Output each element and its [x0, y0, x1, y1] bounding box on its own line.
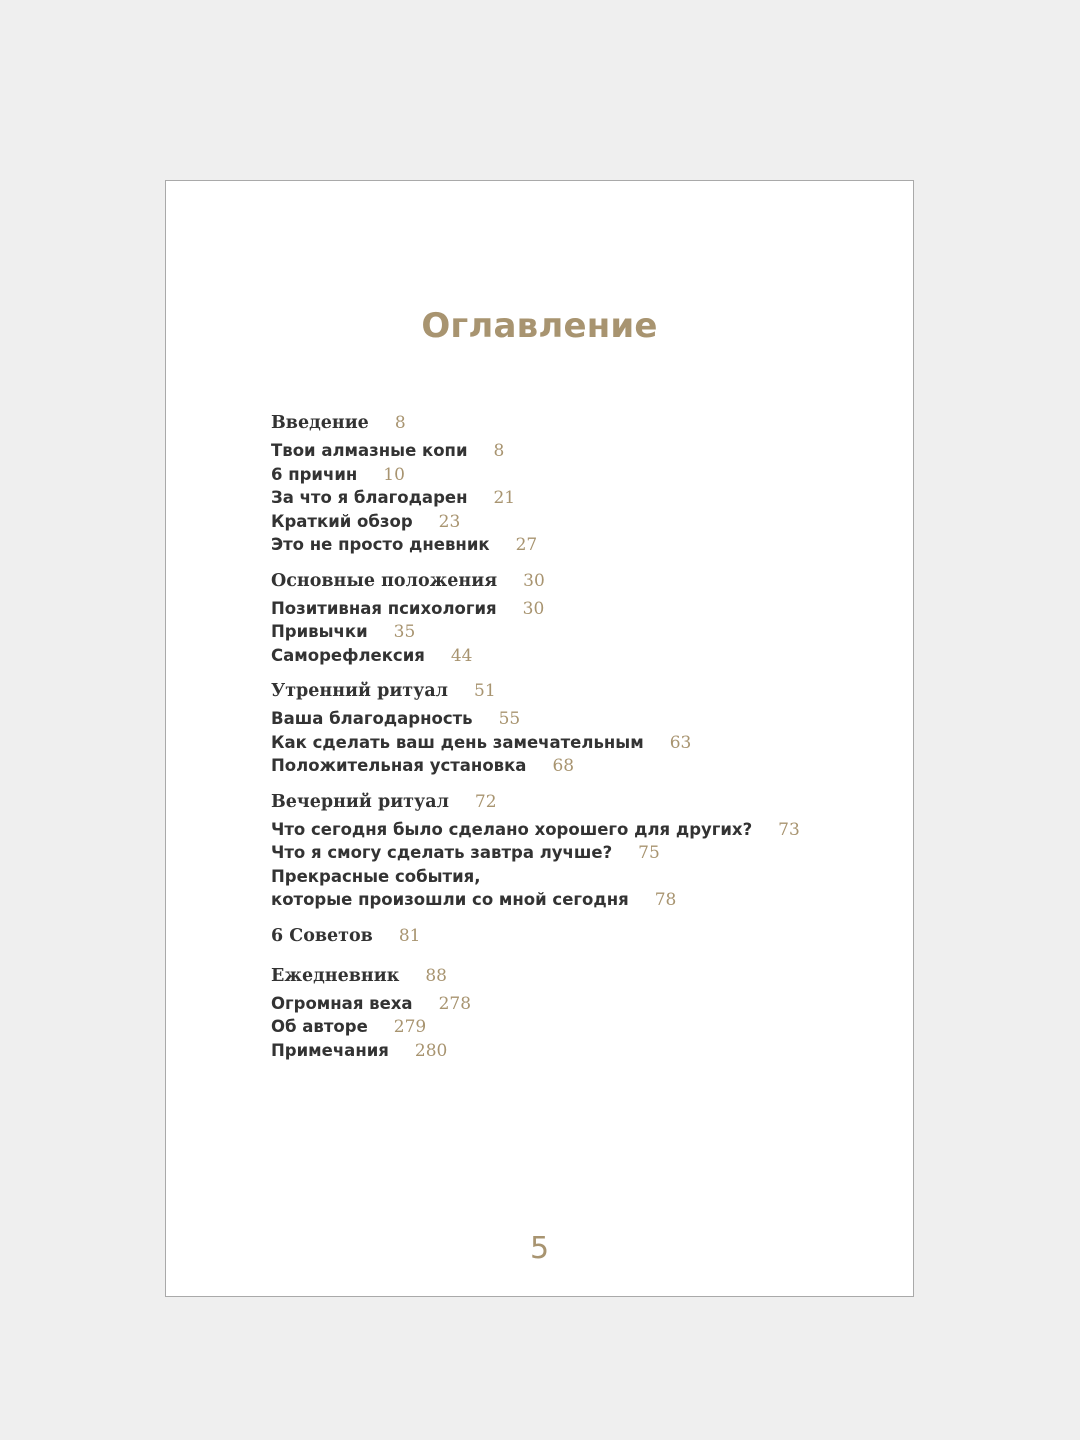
toc-entry[interactable]: [271, 994, 871, 1018]
toc-section: [271, 966, 871, 1065]
toc-entry-title: Привычки: [271, 622, 368, 641]
toc-entry[interactable]: [271, 867, 871, 891]
toc-entry-page-number: 27: [515, 535, 538, 555]
toc-entry[interactable]: [271, 488, 871, 512]
toc-entry[interactable]: [271, 622, 871, 646]
toc-entry-page-number: 75: [638, 843, 660, 863]
toc-entry-page-number: 78: [654, 890, 677, 910]
toc-entry[interactable]: [271, 709, 871, 733]
toc-section: [271, 926, 871, 954]
toc-entry[interactable]: [271, 535, 871, 559]
toc-entry-title: Об авторе: [271, 1017, 368, 1036]
toc-heading-page-number: 88: [425, 965, 447, 986]
toc-heading[interactable]: [271, 926, 871, 954]
toc-entry[interactable]: [271, 890, 871, 914]
toc-entry-title: Позитивная психология: [271, 598, 497, 618]
toc-entry-title: Что я смогу сделать завтра лучше?: [271, 843, 613, 862]
toc-entry-title: Твои алмазные копи: [271, 441, 468, 460]
toc-entry-page-number: 21: [493, 488, 516, 508]
toc-entry[interactable]: [271, 646, 871, 670]
toc-heading-page-number: 8: [394, 413, 406, 433]
toc-entry[interactable]: [271, 512, 871, 536]
toc-entry-page-number: 279: [393, 1017, 427, 1037]
toc-entry-page-number: 44: [450, 645, 473, 666]
toc-entry-page-number: 280: [414, 1040, 448, 1061]
toc-entry-page-number: 63: [669, 732, 692, 753]
toc-heading-page-number: 81: [398, 925, 421, 946]
page-title: Оглавление: [421, 306, 658, 346]
toc-entry[interactable]: [271, 441, 871, 465]
toc-entry-page-number: 8: [493, 441, 505, 461]
toc-heading-title: Ежедневник: [271, 965, 400, 986]
toc-entry-title: Ваша благодарность: [271, 709, 473, 728]
toc-entry-title: 6 причин: [271, 464, 358, 484]
toc-section: [271, 681, 871, 780]
toc-entry-title: Примечания: [271, 1040, 389, 1060]
toc-entry[interactable]: [271, 465, 871, 489]
toc-heading[interactable]: [271, 792, 871, 820]
toc-heading-page-number: 30: [523, 570, 545, 591]
toc-heading-page-number: 51: [474, 681, 496, 701]
toc-entry-page-number: 55: [498, 709, 521, 729]
toc-entry-title: Это не просто дневник: [271, 535, 490, 554]
toc-entry-title: Огромная веха: [271, 993, 413, 1013]
toc-section: [271, 792, 871, 914]
toc-entry-page-number: 10: [383, 464, 405, 485]
toc-entry[interactable]: [271, 843, 871, 867]
toc-heading-title: Утренний ритуал: [271, 681, 449, 701]
toc-heading-title: 6 Советов: [271, 925, 373, 946]
toc-heading-title: Вечерний ритуал: [271, 791, 449, 812]
toc-entry-title: которые произошли со мной сегодня: [271, 890, 629, 909]
table-of-contents: [271, 413, 871, 1076]
toc-entry-title: Положительная установка: [271, 756, 527, 775]
toc-heading[interactable]: [271, 413, 871, 441]
toc-entry-page-number: 30: [522, 598, 545, 619]
toc-entry-title: Прекрасные события,: [271, 866, 481, 886]
toc-entry-page-number: 35: [393, 622, 416, 642]
book-page: [165, 180, 914, 1297]
toc-entry[interactable]: [271, 1041, 871, 1065]
toc-entry-title: Саморефлексия: [271, 645, 425, 665]
toc-entry-page-number: 73: [778, 819, 800, 840]
toc-entry[interactable]: [271, 1017, 871, 1041]
toc-entry-page-number: 68: [552, 756, 575, 776]
toc-entry[interactable]: [271, 599, 871, 623]
toc-heading[interactable]: [271, 966, 871, 994]
toc-entry-page-number: 278: [438, 993, 472, 1014]
toc-heading[interactable]: [271, 571, 871, 599]
toc-heading-title: Основные положения: [271, 570, 498, 591]
toc-entry[interactable]: [271, 733, 871, 757]
toc-entry-page-number: 23: [438, 511, 461, 532]
toc-section: [271, 413, 871, 559]
toc-heading[interactable]: [271, 681, 871, 709]
toc-entry[interactable]: [271, 820, 871, 844]
toc-entry[interactable]: [271, 756, 871, 780]
toc-entry-title: За что я благодарен: [271, 488, 468, 507]
toc-entry-title: Краткий обзор: [271, 511, 413, 531]
page-number: 5: [529, 1231, 550, 1266]
toc-entry-title: Как сделать ваш день замечательным: [271, 732, 644, 752]
toc-section: [271, 571, 871, 670]
toc-heading-title: Введение: [271, 413, 369, 433]
toc-heading-page-number: 72: [474, 791, 497, 812]
toc-entry-title: Что сегодня было сделано хорошего для других?: [271, 819, 753, 839]
